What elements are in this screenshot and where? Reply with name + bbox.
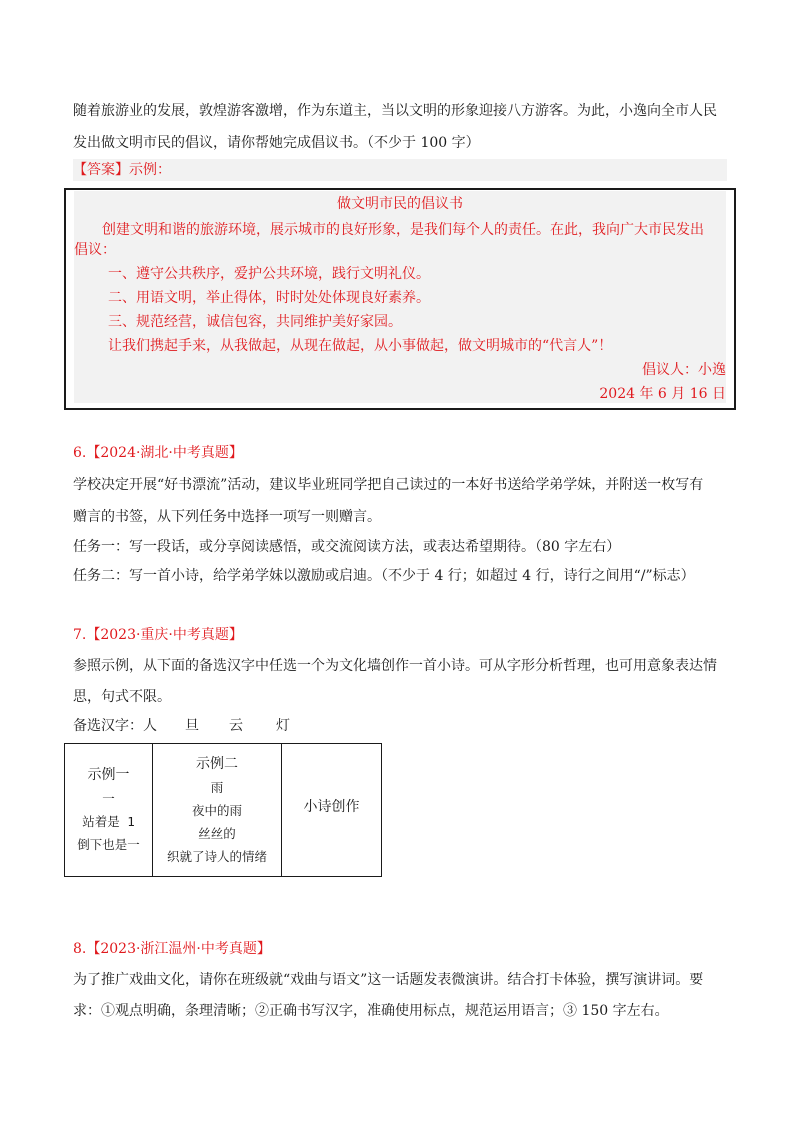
proposal-item-1: 一、遵守公共秩序，爱护公共环境，践行文明礼仪。 (108, 266, 430, 282)
q7-example-2-line-2: 丝丝的 (198, 825, 236, 841)
q7-example-1-char: 一 (102, 791, 115, 806)
q6-heading: 6.【2024·湖北·中考真题】 (73, 445, 243, 461)
q8-line-2: 求：①观点明确，条理清晰；②正确书写汉字，准确使用标点，规范运用语言；③ 150 字左右。 (73, 1003, 669, 1019)
proposal-content (74, 191, 726, 403)
q6-line-1: 学校决定开展“好书漂流”活动，建议毕业班同学把自己读过的一本好书送给学弟学妹，并附送一枚写有 (73, 477, 704, 493)
answer-bar (73, 159, 727, 181)
proposal-closing: 让我们携起手来，从我做起，从现在做起，从小事做起，做文明城市的“代言人”！ (108, 338, 613, 354)
q7-candidate-2: 旦 (185, 718, 199, 734)
q7-line-2: 思，句式不限。 (73, 689, 171, 705)
q7-line-1: 参照示例，从下面的备选汉字中任选一个为文化墙创作一首小诗。可从字形分析哲理，也可用意象表达情 (73, 658, 717, 674)
q8-line-1: 为了推广戏曲文化，请你在班级就“戏曲与语文”这一话题发表微演讲。结合打卡体验，撰写演讲词。要 (73, 972, 704, 988)
q7-example-1-cell (65, 744, 153, 877)
q6-task-2: 任务二：写一首小诗，给学弟学妹以激励或启迪。（不少于 4 行；如超过 4 行，诗行之间用“/”标志） (73, 568, 695, 584)
intro-line-2: 发出做文明市民的倡议，请你帮她完成倡议书。（不少于 100 字） (73, 135, 480, 151)
q7-example-1-line-2: 倒下也是一 (77, 837, 140, 852)
q7-example-2-line-3: 织就了诗人的情绪 (166, 848, 267, 864)
q7-candidates-label: 备选汉字： (73, 718, 143, 734)
q8-heading: 8.【2023·浙江温州·中考真题】 (73, 941, 271, 957)
q7-candidate-1: 人 (143, 718, 157, 734)
q7-example-2-line-1: 夜中的雨 (191, 802, 242, 818)
proposal-box (64, 188, 736, 410)
proposal-signer: 倡议人：小逸 (642, 362, 726, 378)
q6-line-2: 赠言的书签，从下列任务中选择一项写一则赠言。 (73, 509, 381, 525)
q7-example-table (64, 743, 382, 877)
q7-example-2-title: 示例二 (196, 755, 238, 772)
q7-create-cell (282, 744, 382, 877)
proposal-date: 2024 年 6 月 16 日 (599, 386, 726, 402)
q7-example-1-line-1: 站着是 1 (82, 814, 135, 829)
q7-candidate-3: 云 (229, 718, 243, 734)
q7-example-1-title: 示例一 (87, 767, 130, 783)
q7-example-2-cell (153, 744, 282, 877)
proposal-item-3: 三、规范经营，诚信包容，共同维护美好家园。 (108, 314, 402, 330)
answer-label: 【答案】示例： (73, 162, 171, 178)
q7-heading: 7.【2023·重庆·中考真题】 (73, 627, 243, 643)
proposal-title: 做文明市民的倡议书 (337, 196, 463, 212)
q7-create-label: 小诗创作 (303, 799, 360, 815)
proposal-item-2: 二、用语文明，举止得体，时时处处体现良好素养。 (108, 290, 430, 306)
proposal-body-line-2: 倡议： (74, 242, 116, 258)
q6-task-1: 任务一：写一段话，或分享阅读感悟，或交流阅读方法，或表达希望期待。（80 字左右） (73, 539, 621, 555)
intro-line-1: 随着旅游业的发展，敦煌游客激增，作为东道主，当以文明的形象迎接八方游客。为此，小逸向全市人民 (73, 103, 717, 119)
proposal-body-line-1: 创建文明和谐的旅游环境，展示城市的良好形象，是我们每个人的责任。在此，我向广大市民发出 (102, 222, 704, 238)
q7-example-2-char: 雨 (210, 779, 224, 795)
q7-candidate-4: 灯 (276, 718, 290, 734)
